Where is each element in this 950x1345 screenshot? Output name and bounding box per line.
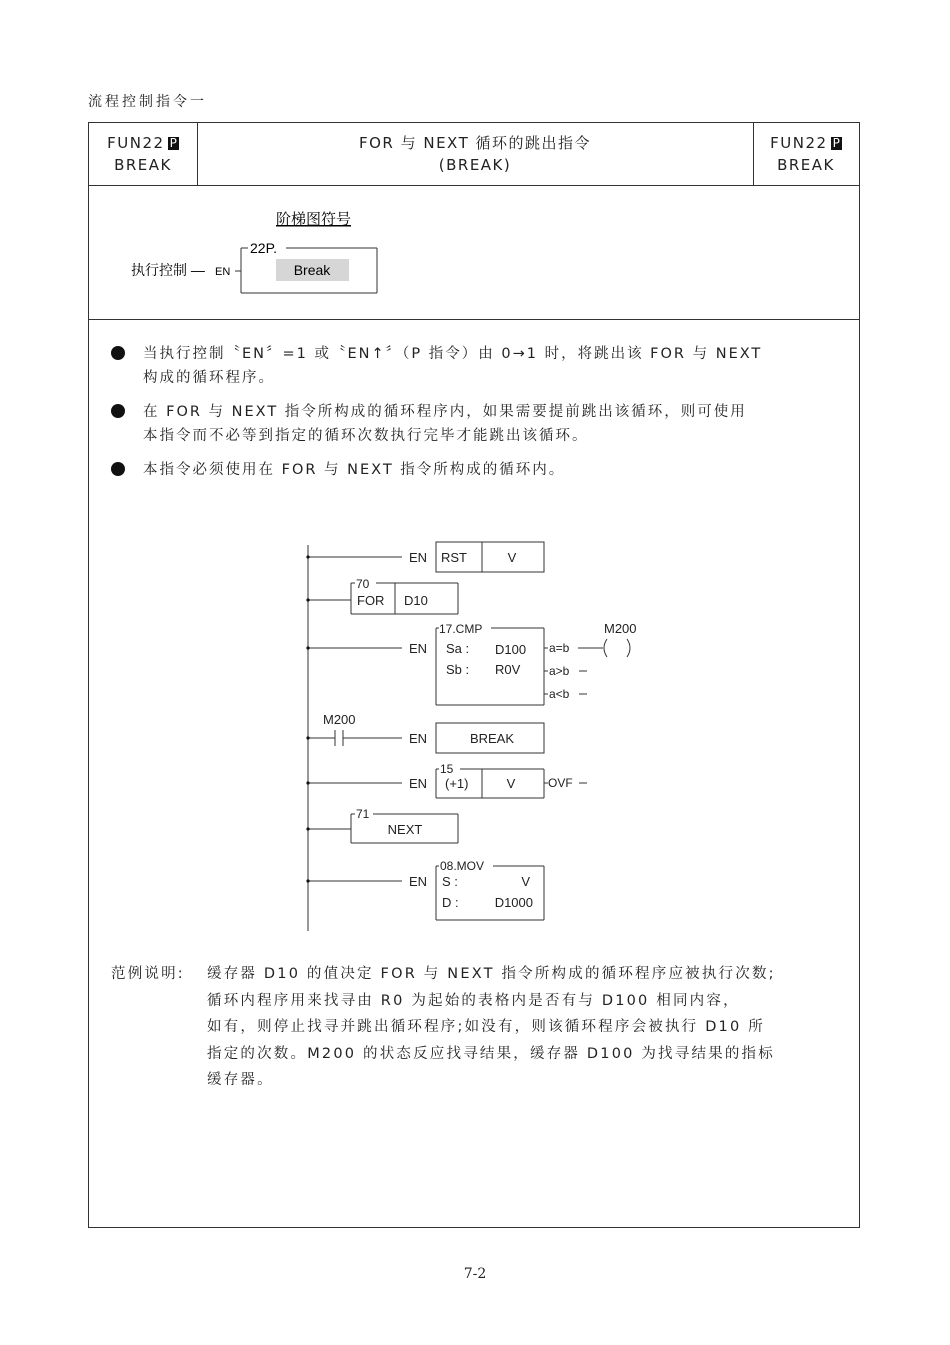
example-line: 缓存器。 bbox=[207, 1072, 274, 1088]
cmp-sa: D100 bbox=[495, 642, 527, 657]
cmp-sb-label: Sb : bbox=[446, 662, 470, 677]
inc-number: 15 bbox=[440, 762, 454, 776]
rst-en-label: EN bbox=[409, 550, 428, 565]
mov-number: 08.MOV bbox=[440, 859, 485, 873]
example-label: 范例说明: bbox=[111, 966, 185, 982]
inc-en-label: EN bbox=[409, 776, 428, 791]
inc-arg: V bbox=[506, 776, 516, 791]
bullet-line: 构成的循环程序。 bbox=[143, 370, 275, 386]
cmp-coil-label: M200 bbox=[604, 621, 637, 636]
header-title: FOR 与 NEXT 循环的跳出指令 bbox=[358, 134, 592, 152]
p-badge: P bbox=[832, 136, 840, 150]
header-subtitle: (BREAK) bbox=[438, 156, 512, 174]
mov-s: V bbox=[521, 874, 530, 889]
p-badge: P bbox=[169, 136, 177, 150]
bullet-line: 本指令而不必等到指定的循环次数执行完毕才能跳出该循环。 bbox=[143, 428, 589, 444]
cmp-out-lt: a<b bbox=[549, 687, 570, 701]
next-op: NEXT bbox=[387, 822, 423, 837]
cmp-sb: R0V bbox=[495, 662, 521, 677]
bullet-line: 本指令必须使用在 FOR 与 NEXT 指令所构成的循环内。 bbox=[143, 462, 566, 478]
example-line: 指定的次数。M200 的状态反应找寻结果，缓存器 D100 为找寻结果的指标 bbox=[207, 1045, 775, 1062]
mov-s-label: S : bbox=[442, 874, 458, 889]
example-line: 如有，则停止找寻并跳出循环程序;如没有，则该循环程序会被执行 D10 所 bbox=[207, 1019, 765, 1035]
cmp-en-label: EN bbox=[409, 641, 428, 656]
section-title: 流程控制指令一 bbox=[88, 94, 207, 110]
inc-op: (+1) bbox=[445, 776, 469, 791]
symbol-name: Break bbox=[293, 262, 331, 278]
bullet-line: 在 FOR 与 NEXT 指令所构成的循环程序内，如果需要提前跳出该循环，则可使用 bbox=[143, 404, 747, 420]
cmp-out-eq: a=b bbox=[549, 641, 570, 655]
mov-d: D1000 bbox=[494, 895, 533, 910]
page-number: 7-2 bbox=[463, 1266, 487, 1282]
for-number: 70 bbox=[356, 577, 370, 591]
for-arg: D10 bbox=[404, 593, 428, 608]
rst-arg: V bbox=[507, 550, 517, 565]
mov-d-label: D : bbox=[442, 895, 459, 910]
right-code: FUN22 bbox=[770, 134, 828, 152]
symbol-input-label: 执行控制 — bbox=[131, 262, 205, 278]
symbol-en-label: EN bbox=[215, 266, 231, 278]
inc-out: OVF bbox=[548, 776, 573, 790]
left-code: FUN22 bbox=[107, 134, 165, 152]
mov-en-label: EN bbox=[409, 874, 428, 889]
right-name: BREAK bbox=[777, 156, 835, 174]
break-en-label: EN bbox=[409, 731, 428, 746]
cmp-number: 17.CMP bbox=[439, 622, 483, 636]
rst-op: RST bbox=[441, 550, 467, 565]
left-name: BREAK bbox=[114, 156, 172, 174]
break-op: BREAK bbox=[469, 731, 515, 746]
symbol-number: 22P. bbox=[250, 240, 277, 256]
symbol-heading: 阶梯图符号 bbox=[276, 211, 352, 228]
example-line: 循环内程序用来找寻由 R0 为起始的表格内是否有与 D100 相同内容， bbox=[207, 992, 740, 1009]
instruction-frame bbox=[88, 122, 860, 1228]
for-op: FOR bbox=[357, 593, 385, 608]
next-number: 71 bbox=[356, 807, 370, 821]
bullet-line: 当执行控制〝EN〞=1 或〝EN↑〞（P 指令）由 0→1 时，将跳出该 FOR 与 NEXT bbox=[143, 346, 763, 362]
cmp-out-gt: a>b bbox=[549, 664, 570, 678]
cmp-sa-label: Sa : bbox=[446, 641, 470, 656]
break-contact-label: M200 bbox=[323, 712, 356, 727]
example-description bbox=[207, 961, 837, 1094]
example-line: 缓存器 D10 的值决定 FOR 与 NEXT 指令所构成的循环程序应被执行次数; bbox=[207, 966, 776, 982]
